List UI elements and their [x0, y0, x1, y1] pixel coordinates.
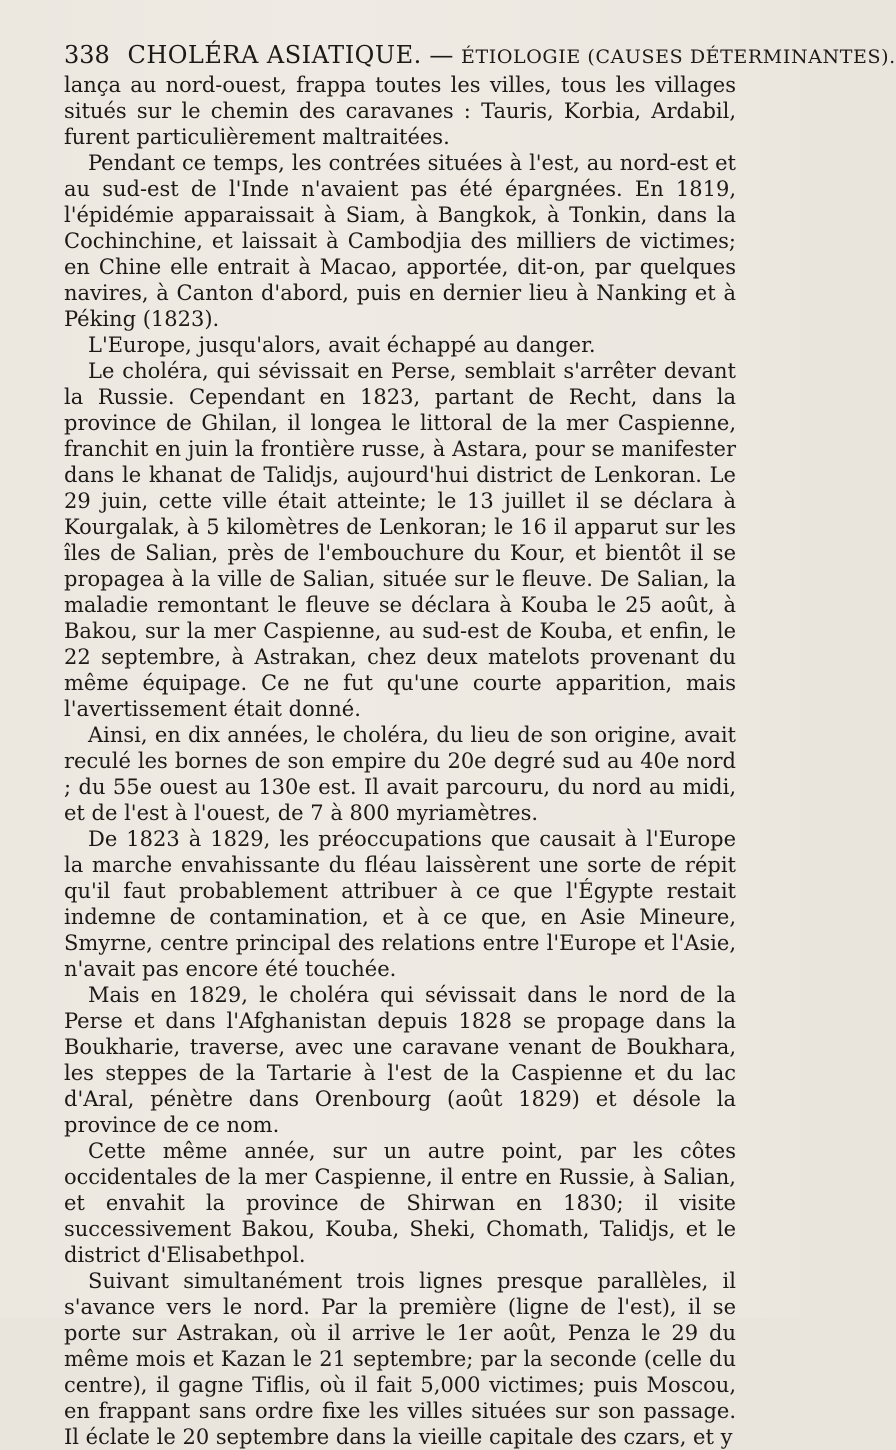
paragraph-3: L'Europe, jusqu'alors, avait échappé au danger. — [88, 333, 596, 357]
paragraph-1: lança au nord-ouest, frappa toutes les villes, tous les villages situés sur le chemin des caravanes : Tauris, Korbia, Ardabil, furent particulièrement maltraitées. — [64, 73, 736, 149]
header-separator: — — [429, 41, 454, 69]
page-number: 338 — [64, 41, 110, 69]
paragraph-2: Pendant ce temps, les contrées situées à l'est, au nord-est et au sud-est de l'Inde n'avaient pas été épargnées. En 1819, l'épidémie apparaissait à Siam, à Bangkok, à Tonkin, dans la Cochinchine, et laissait à Cambodjia des milliers de victimes; en Chine elle entrait à Macao, apportée, dit-on, par quelques navires, à Canton d'abord, puis en dernier lieu à Nanking et à Péking (1823). — [64, 151, 736, 331]
paragraph-5: Ainsi, en dix années, le choléra, du lieu de son origine, avait reculé les bornes de son empire du 20e degré sud au 40e nord ; du 55e ouest au 130e est. Il avait parcouru, du nord au midi, et de l'est à l'ouest, de 7 à 800 myriamètres. — [64, 723, 736, 825]
paragraph-6: De 1823 à 1829, les préoccupations que causait à l'Europe la marche envahissante du fléau laissèrent une sorte de répit qu'il faut probablement attribuer à ce que l'Égypte restait indemne de contamination, et à ce que, en Asie Mineure, Smyrne, centre principal des relations entre l'Europe et l'Asie, n'avait pas encore été touchée. — [64, 827, 736, 981]
header-subtitle: ÉTIOLOGIE (CAUSES DÉTERMINANTES). — [461, 46, 896, 68]
paragraph-4: Le choléra, qui sévissait en Perse, semblait s'arrêter devant la Russie. Cependant en 1823, partant de Recht, dans la province de Ghilan, il longea le littoral de la mer Caspienne, franchit en juin la frontière russe, à Astara, pour se manifester dans le khanat de Talidjs, aujourd'hui district de Lenkoran. Le 29 juin, cette ville était atteinte; le 13 juillet il se déclara à Kourgalak, à 5 kilomètres de Lenkoran; le 16 il apparut sur les îles de Salian, près de l'embouchure du Kour, et bientôt il se propagea à la ville de Salian, située sur le fleuve. De Salian, la maladie remontant le fleuve se déclara à Kouba le 25 août, à Bakou, sur la mer Caspienne, au sud-est de Kouba, et enfin, le 22 septembre, à Astrakan, chez deux matelots provenant du même équipage. Ce ne fut qu'une courte apparition, mais l'avertissement était donné. — [64, 359, 736, 721]
running-header — [64, 38, 896, 72]
paragraph-8: Cette même année, sur un autre point, par les côtes occidentales de la mer Caspienne, il entre en Russie, à Salian, et envahit la province de Shirwan en 1830; il visite successivement Bakou, Kouba, Sheki, Chomath, Talidjs, et le district d'Elisabethpol. — [64, 1139, 736, 1267]
paragraph-7: Mais en 1829, le choléra qui sévissait dans le nord de la Perse et dans l'Afghanistan depuis 1828 se propage dans la Boukharie, traverse, avec une caravane venant de Boukhara, les steppes de la Tartarie à l'est de la Caspienne et du lac d'Aral, pénètre dans Orenbourg (août 1829) et désole la province de ce nom. — [64, 983, 736, 1137]
body-text — [64, 72, 736, 1450]
paragraph-9: Suivant simultanément trois lignes presque parallèles, il s'avance vers le nord. Par la première (ligne de l'est), il se porte sur Astrakan, où il arrive le 1er août, Penza le 29 du même mois et Kazan le 21 septembre; par la seconde (celle du centre), il gagne Tiflis, où il fait 5,000 victimes; puis Moscou, en frappant sans ordre fixe les villes situées sur son passage. Il éclate le 20 septembre dans la vieille capitale des czars, et y — [64, 1269, 736, 1449]
header-title: CHOLÉRA ASIATIQUE. — [127, 41, 422, 69]
